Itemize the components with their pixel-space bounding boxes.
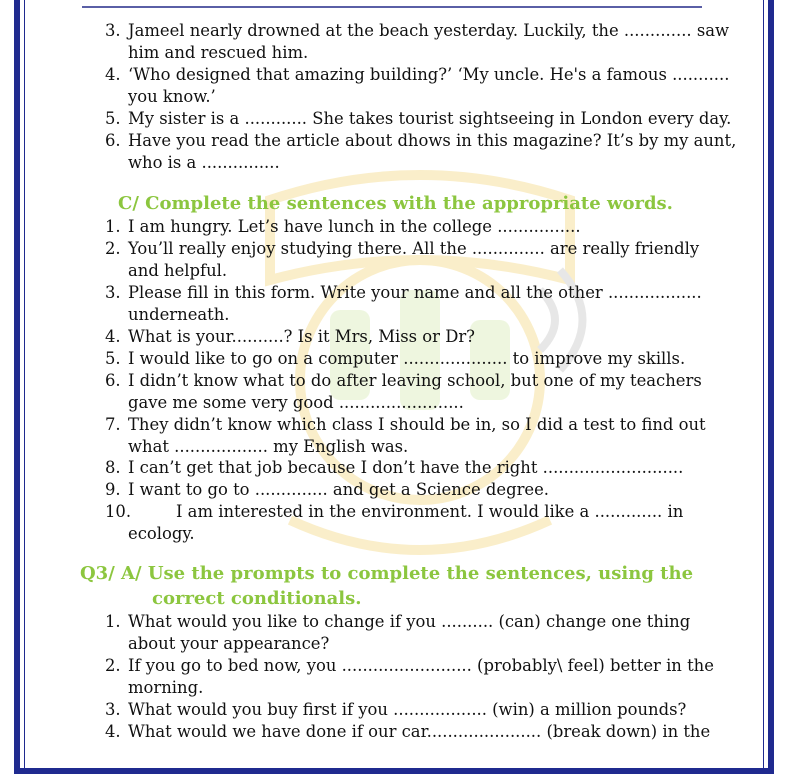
item-text: I would like to go on a computer .................... to improve my skills. (128, 349, 686, 368)
item-number: 1. (105, 612, 121, 631)
item-text: him and rescued him. (128, 43, 309, 63)
item-number: 1. (105, 217, 121, 236)
item-text: Jameel nearly drowned at the beach yesterday. Luckily, the ............. saw (128, 21, 730, 40)
section-q3-heading-line1: Q3/ A/ Use the prompts to complete the sentences, using the (80, 563, 694, 584)
item-number: 2. (105, 656, 121, 675)
item-text: Please fill in this form. Write your name and all the other .................. (128, 283, 702, 302)
item-text: What would you buy first if you .................. (win) a million pounds? (128, 700, 687, 719)
item-number: 5. (105, 109, 121, 128)
item-text: morning. (128, 678, 204, 698)
item-number: 7. (105, 415, 121, 434)
item-text: If you go to bed now, you ......................... (probably\ feel) better in the (128, 656, 714, 675)
item-text: underneath. (128, 305, 230, 325)
item-text: What would you like to change if you .......... (can) change one thing (128, 612, 691, 631)
item-text: They didn’t know which class I should be in, so I did a test to find out (128, 415, 706, 434)
item-number: 4. (105, 65, 121, 84)
item-text: My sister is a ............ She takes tourist sightseeing in London every day. (128, 109, 732, 128)
item-number: 6. (105, 371, 121, 390)
section-c-heading: C/ Complete the sentences with the appropriate words. (118, 193, 673, 214)
item-number: 9. (105, 480, 121, 499)
item-text: I am interested in the environment. I would like a ............. in (176, 502, 684, 521)
item-text: I didn’t know what to do after leaving school, but one of my teachers (128, 371, 702, 390)
item-text: I want to go to .............. and get a Science degree. (128, 480, 550, 499)
item-number: 4. (105, 327, 121, 346)
item-text: and helpful. (128, 261, 228, 281)
item-number: 3. (105, 283, 121, 302)
item-number: 5. (105, 349, 121, 368)
item-text: I can’t get that job because I don’t have the right ........................... (128, 458, 684, 477)
item-number: 10. (105, 502, 132, 521)
item-text: ecology. (128, 524, 195, 544)
item-number: 3. (105, 700, 121, 719)
item-number: 8. (105, 458, 121, 477)
item-text: who is a ............... (128, 153, 280, 173)
section-q3-heading-line2: correct conditionals. (152, 588, 362, 609)
item-number: 6. (105, 131, 121, 150)
item-text: What would we have done if our car...................... (break down) in the (128, 722, 711, 741)
item-number: 2. (105, 239, 121, 258)
item-text: What is your..........? Is it Mrs, Miss or Dr? (128, 327, 475, 346)
item-number: 4. (105, 722, 121, 741)
item-text: ‘Who designed that amazing building?’ ‘My uncle. He's a famous ........... (128, 65, 730, 84)
item-text: you know.’ (128, 87, 216, 107)
item-text: what .................. my English was. (128, 437, 409, 457)
item-text: You’ll really enjoy studying there. All the .............. are really friendly (128, 239, 700, 258)
item-number: 3. (105, 21, 121, 40)
item-text: Have you read the article about dhows in this magazine? It’s by my aunt, (128, 131, 737, 150)
item-text: gave me some very good ........................ (128, 393, 464, 413)
item-text: I am hungry. Let’s have lunch in the college ................ (128, 217, 581, 236)
item-text: about your appearance? (128, 634, 330, 654)
